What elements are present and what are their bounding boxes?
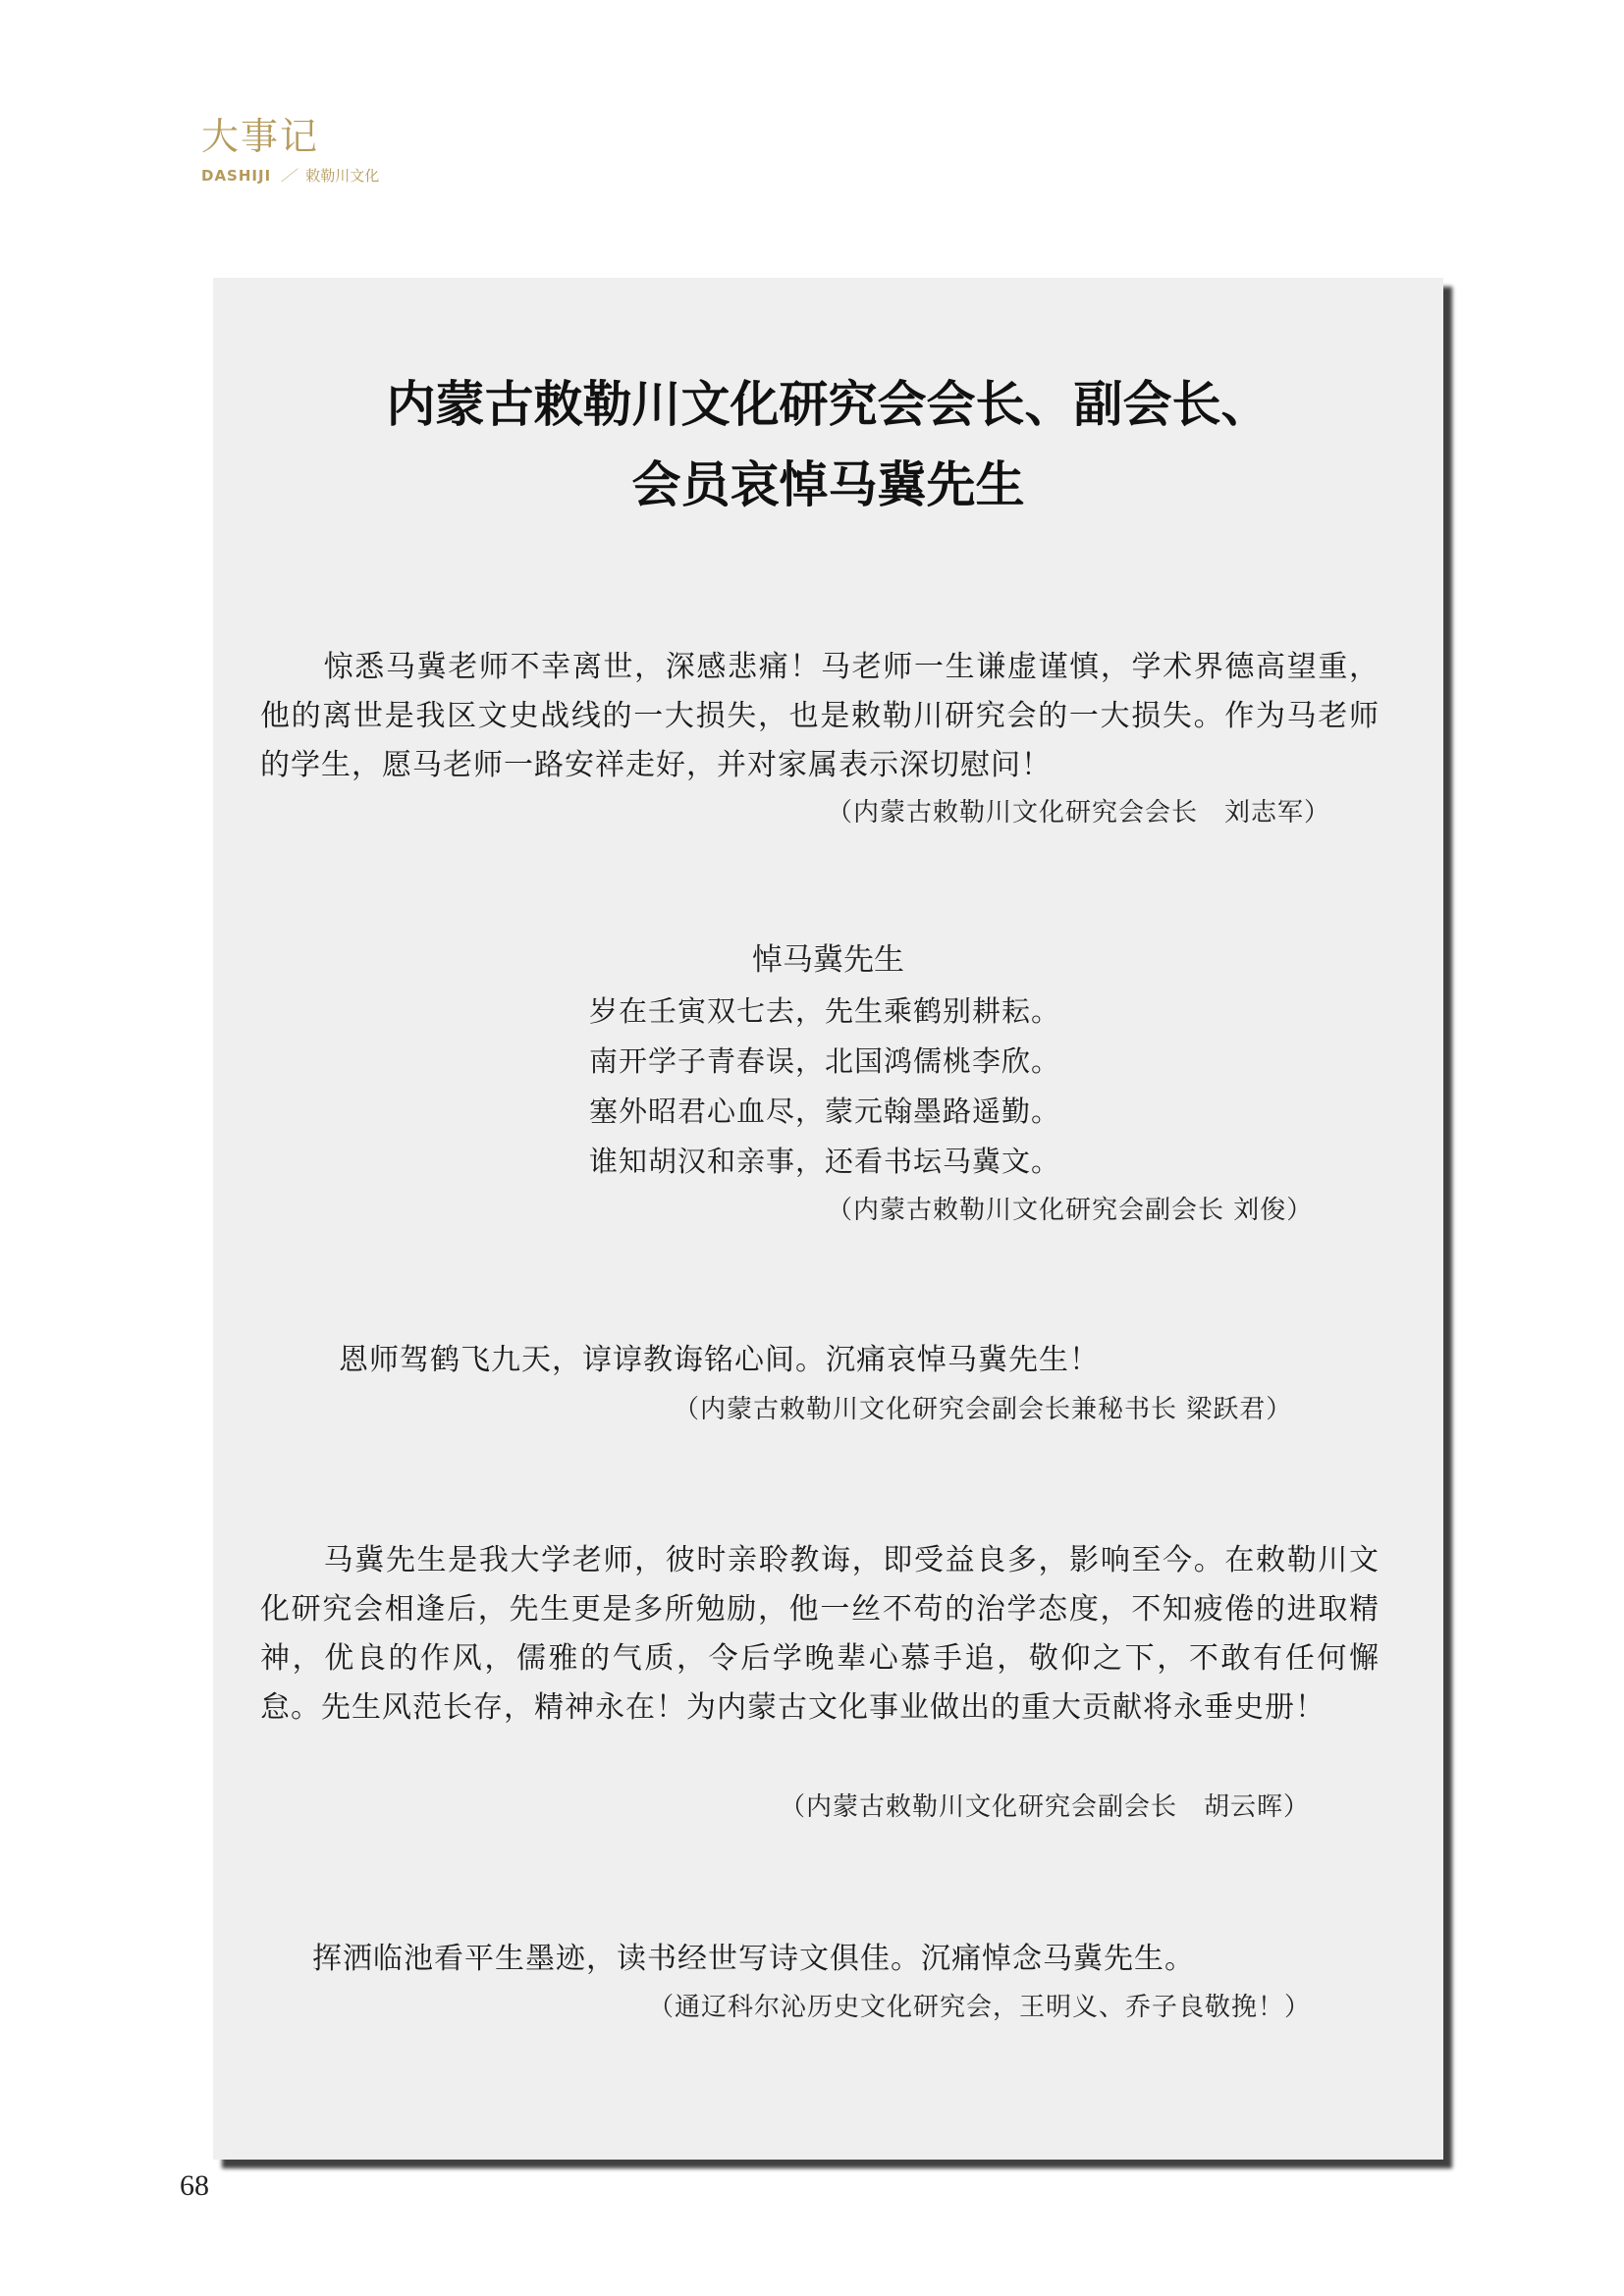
signature-4: （内蒙古敕勒川文化研究会副会长 胡云晖） <box>780 1792 1311 1822</box>
article-title-line2: 会员哀悼马冀先生 <box>631 456 1025 513</box>
section-header-subtitle-en: DASHIJI <box>201 167 272 185</box>
condolence-line-3: 恩师驾鹤飞九天，谆谆教诲铭心间。沉痛哀悼马冀先生！ <box>339 1343 1100 1377</box>
poem-title: 悼马冀先生 <box>752 942 904 978</box>
poem-line: 岁在壬寅双七去，先生乘鹤别耕耘。 <box>589 994 1061 1028</box>
signature-1: （内蒙古敕勒川文化研究会会长 刘志军） <box>827 798 1331 828</box>
article-title-line1: 内蒙古敕勒川文化研究会会长、副会长、 <box>386 376 1271 433</box>
section-header-subtitle-cn: 敕勒川文化 <box>305 167 380 185</box>
condolence-paragraph-1 <box>260 643 1380 790</box>
poem-line: 南开学子青春误，北国鸿儒桃李欣。 <box>589 1044 1061 1078</box>
section-header-subtitle <box>201 169 379 184</box>
signature-2: （内蒙古敕勒川文化研究会副会长 刘俊） <box>827 1196 1314 1225</box>
condolence-text-4: 马冀先生是我大学老师，彼时亲聆教诲，即受益良多，影响至今。在敕勒川文化研究会相逢后，先生更是多所勉励，他一丝不苟的治学态度，不知疲倦的进取精神，优良的作风，儒雅的气质，令后学晚辈心慕手追，敬仰之下，不敢有任何懈怠。先生风范长存，精神永在！为内蒙古文化事业做出的重大贡献将永垂史册！ <box>260 1543 1380 1725</box>
condolence-text-1: 惊悉马冀老师不幸离世，深感悲痛！马老师一生谦虚谨慎，学术界德高望重，他的离世是我区文史战线的一大损失，也是敕勒川研究会的一大损失。作为马老师的学生，愿马老师一路安祥走好，并对家属表示深切慰问！ <box>260 650 1380 782</box>
poem-line: 谁知胡汉和亲事，还看书坛马冀文。 <box>589 1145 1061 1178</box>
condolence-paragraph-4 <box>260 1536 1380 1733</box>
page-number: 68 <box>180 2169 209 2202</box>
signature-5: （通辽科尔沁历史文化研究会，王明义、乔子良敬挽！） <box>648 1993 1312 2022</box>
condolence-line-5: 挥洒临池看平生墨迹，读书经世写诗文俱佳。沉痛悼念马冀先生。 <box>312 1942 1195 1976</box>
section-header-title: 大事记 <box>201 115 320 158</box>
section-header-separator: ／ <box>281 167 297 185</box>
signature-3: （内蒙古敕勒川文化研究会副会长兼秘书长 梁跃君） <box>674 1395 1293 1424</box>
poem-line: 塞外昭君心血尽，蒙元翰墨路遥勤。 <box>589 1095 1061 1128</box>
